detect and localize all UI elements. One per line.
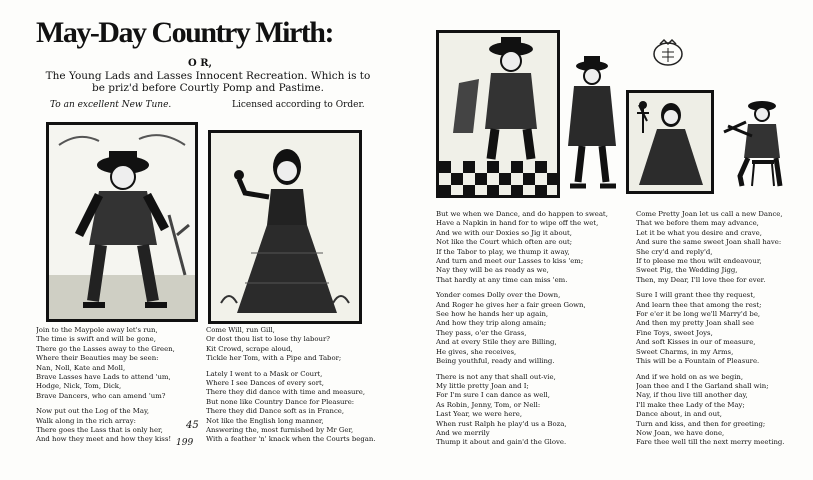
verse-line: And turn and meet our Lasses to kiss 'em; bbox=[436, 257, 584, 266]
verse-line: Not like the English long manner, bbox=[206, 416, 324, 425]
verse-line: But none like Country Dance for Pleasure: bbox=[206, 397, 355, 406]
right-verse-column-1 bbox=[436, 210, 630, 476]
verse-line: Fine Toys, sweet Joys, bbox=[636, 328, 713, 337]
licensed-line: Licensed according to Order. bbox=[232, 100, 365, 110]
or-line: O R, bbox=[188, 58, 212, 69]
verse-line: And how they meet and how they kiss! bbox=[36, 435, 172, 444]
verse-line: My little pretty Joan and I; bbox=[436, 381, 529, 390]
verse-line: For I'm sure I can dance as well, bbox=[436, 391, 550, 400]
left-verse-column-2 bbox=[206, 326, 396, 476]
verse-line: Joan thee and I the Garland shall win; bbox=[636, 381, 769, 390]
verse-line: Yonder comes Dolly over the Down, bbox=[436, 291, 561, 300]
verse-line: And Roger he gives her a fair green Gown, bbox=[436, 300, 586, 309]
woodcut-standing-man-image bbox=[560, 54, 622, 192]
verse-line: Come Pretty Joan let us call a new Dance, bbox=[636, 210, 783, 218]
verse-line: Nay they will be as ready as we, bbox=[436, 266, 549, 275]
verse-line: I'll make thee Lady of the May; bbox=[636, 400, 745, 409]
verse-line: With a feather 'n' knack when the Courts began. bbox=[206, 435, 376, 444]
verse-line: Brave Lasses have Lads to attend 'um, bbox=[36, 373, 171, 382]
woodcut-fiddler bbox=[722, 96, 788, 190]
verse-line: Where I see Dances of every sort, bbox=[206, 379, 324, 388]
woodcut-men-checkered-floor bbox=[436, 30, 560, 198]
verse-line: There go the Lasses away to the Green, bbox=[36, 344, 175, 353]
verse-line: There goes the Lass that is only her, bbox=[36, 426, 163, 435]
verse-line: Now Joan, we have done, bbox=[636, 428, 725, 437]
woodcut-woman-image bbox=[211, 133, 359, 321]
verse-line: Lately I went to a Mask or Court, bbox=[206, 369, 323, 378]
verse-line: Fare thee well till the next merry meeting. bbox=[636, 438, 785, 447]
verse-line: This will be a Fountain of Pleasure. bbox=[636, 357, 760, 366]
verse-line: Sure I will grant thee thy request, bbox=[636, 291, 756, 300]
verse-line: Walk along in the rich array: bbox=[36, 416, 136, 425]
woodcut-men-image bbox=[439, 33, 557, 195]
verse-line: Now put out the Log of the May, bbox=[36, 407, 150, 416]
verse-line: Not like the Court which often are out; bbox=[436, 238, 573, 247]
verse-line: Have a Napkin in hand for to wipe off the wet, bbox=[436, 219, 599, 228]
verse-line: For e'er it be long we'll Marry'd be, bbox=[636, 310, 761, 319]
left-page bbox=[0, 0, 400, 480]
woodcut-man-image bbox=[49, 125, 195, 319]
right-verse-column-2 bbox=[636, 210, 812, 476]
verse-line: Hodge, Nick, Tom, Dick, bbox=[36, 382, 122, 391]
verse-line: Nay, if thou live till another day, bbox=[636, 391, 748, 400]
verse-line: And at every Stile they are Billing, bbox=[436, 338, 557, 347]
verse-line: Join to the Maypole away let's run, bbox=[36, 326, 158, 334]
verse-line: When rust Ralph he play'd us a Boza, bbox=[436, 419, 567, 428]
tune-line: To an excellent New Tune. bbox=[50, 100, 172, 110]
ballad-subtitle: The Young Lads and Lasses Innocent Recreation. Which is to be priz'd before Courtly Pomp and Pastime. bbox=[45, 70, 371, 94]
verse-line: Sweet Pig, the Wedding Jigg, bbox=[636, 266, 738, 275]
verse-line: That we before them may advance, bbox=[636, 219, 759, 228]
verse-line: Let it be what you desire and crave, bbox=[636, 228, 762, 237]
verse-line: Tickle her Tom, with a Pipe and Tabor; bbox=[206, 354, 342, 363]
right-page bbox=[400, 0, 813, 480]
left-verse-column-1 bbox=[36, 326, 208, 476]
verse-line: The time is swift and will be gone, bbox=[36, 335, 156, 344]
page-number: 199 bbox=[176, 438, 194, 448]
verse-line: And then my pretty Joan shall see bbox=[636, 319, 754, 328]
verse-line: Or dost thou list to lose thy labour? bbox=[206, 335, 330, 344]
verse-line: And sure the same sweet Joan shall have: bbox=[636, 238, 782, 247]
verse-line: If to please me thou wilt endeavour, bbox=[636, 257, 762, 266]
verse-line: Sweet Charms, in my Arms, bbox=[636, 347, 734, 356]
verse-line: And if we hold on as we begin, bbox=[636, 372, 744, 381]
verse-line: There they did dance with time and measure, bbox=[206, 388, 366, 397]
woodcut-man bbox=[46, 122, 198, 322]
verse-line: Answering the, most furnished by Mr Ger, bbox=[206, 426, 354, 435]
margin-note: 45 bbox=[186, 420, 199, 431]
verse-line: Being youthful, ready and willing. bbox=[436, 357, 555, 366]
verse-line: Brave Dancers, who can amend 'um? bbox=[36, 391, 166, 400]
verse-line: Turn and kiss, and then for greeting; bbox=[636, 419, 766, 428]
verse-line: And we merrily bbox=[436, 428, 490, 437]
verse-line: And how they trip along amain; bbox=[436, 319, 547, 328]
verse-line: That hardly at any time can miss 'em. bbox=[436, 275, 568, 284]
royal-seal-icon bbox=[650, 38, 686, 68]
verse-line: Kit Crowd, scrape aloud, bbox=[206, 344, 293, 353]
woodcut-seated-woman-image bbox=[629, 93, 711, 191]
verse-line: She cry'd and reply'd, bbox=[636, 247, 713, 256]
verse-line: There is not any that shall out-vie, bbox=[436, 372, 556, 381]
verse-line: Then, my Dear, I'll love thee for ever. bbox=[636, 275, 766, 284]
ballad-title: May-Day Country Mirth: bbox=[36, 16, 333, 49]
verse-line: But we when we Dance, and do happen to sweat, bbox=[436, 210, 608, 218]
verse-line: And learn thee that among the rest; bbox=[636, 300, 762, 309]
woodcut-fiddler-image bbox=[722, 96, 788, 190]
verse-line: There they did Dance soft as in France, bbox=[206, 407, 345, 416]
verse-line: If the Tabor to play, we thump it away, bbox=[436, 247, 570, 256]
verse-line: Dance about, in and out, bbox=[636, 410, 722, 419]
verse-line: Where their Beauties may be seen: bbox=[36, 354, 159, 363]
verse-line: Nan, Noll, Kate and Moll, bbox=[36, 363, 126, 372]
verse-line: Thump it about and gain'd the Glove. bbox=[436, 438, 567, 447]
verse-line: See how he hands her up again, bbox=[436, 310, 549, 319]
verse-line: And soft Kisses in our of measure, bbox=[636, 338, 756, 347]
woodcut-standing-man bbox=[560, 54, 622, 192]
verse-line: As Robin, Jenny, Tom, or Nell: bbox=[436, 400, 541, 409]
verse-line: Come Will, run Gill, bbox=[206, 326, 275, 334]
woodcut-seated-woman bbox=[626, 90, 714, 194]
woodcut-woman bbox=[208, 130, 362, 324]
verse-line: And we with our Doxies so Jig it about, bbox=[436, 228, 572, 237]
verse-line: They pass, o'er the Grass, bbox=[436, 328, 527, 337]
verse-line: He gives, she receives, bbox=[436, 347, 517, 356]
verse-line: Last Year, we were here, bbox=[436, 410, 523, 419]
